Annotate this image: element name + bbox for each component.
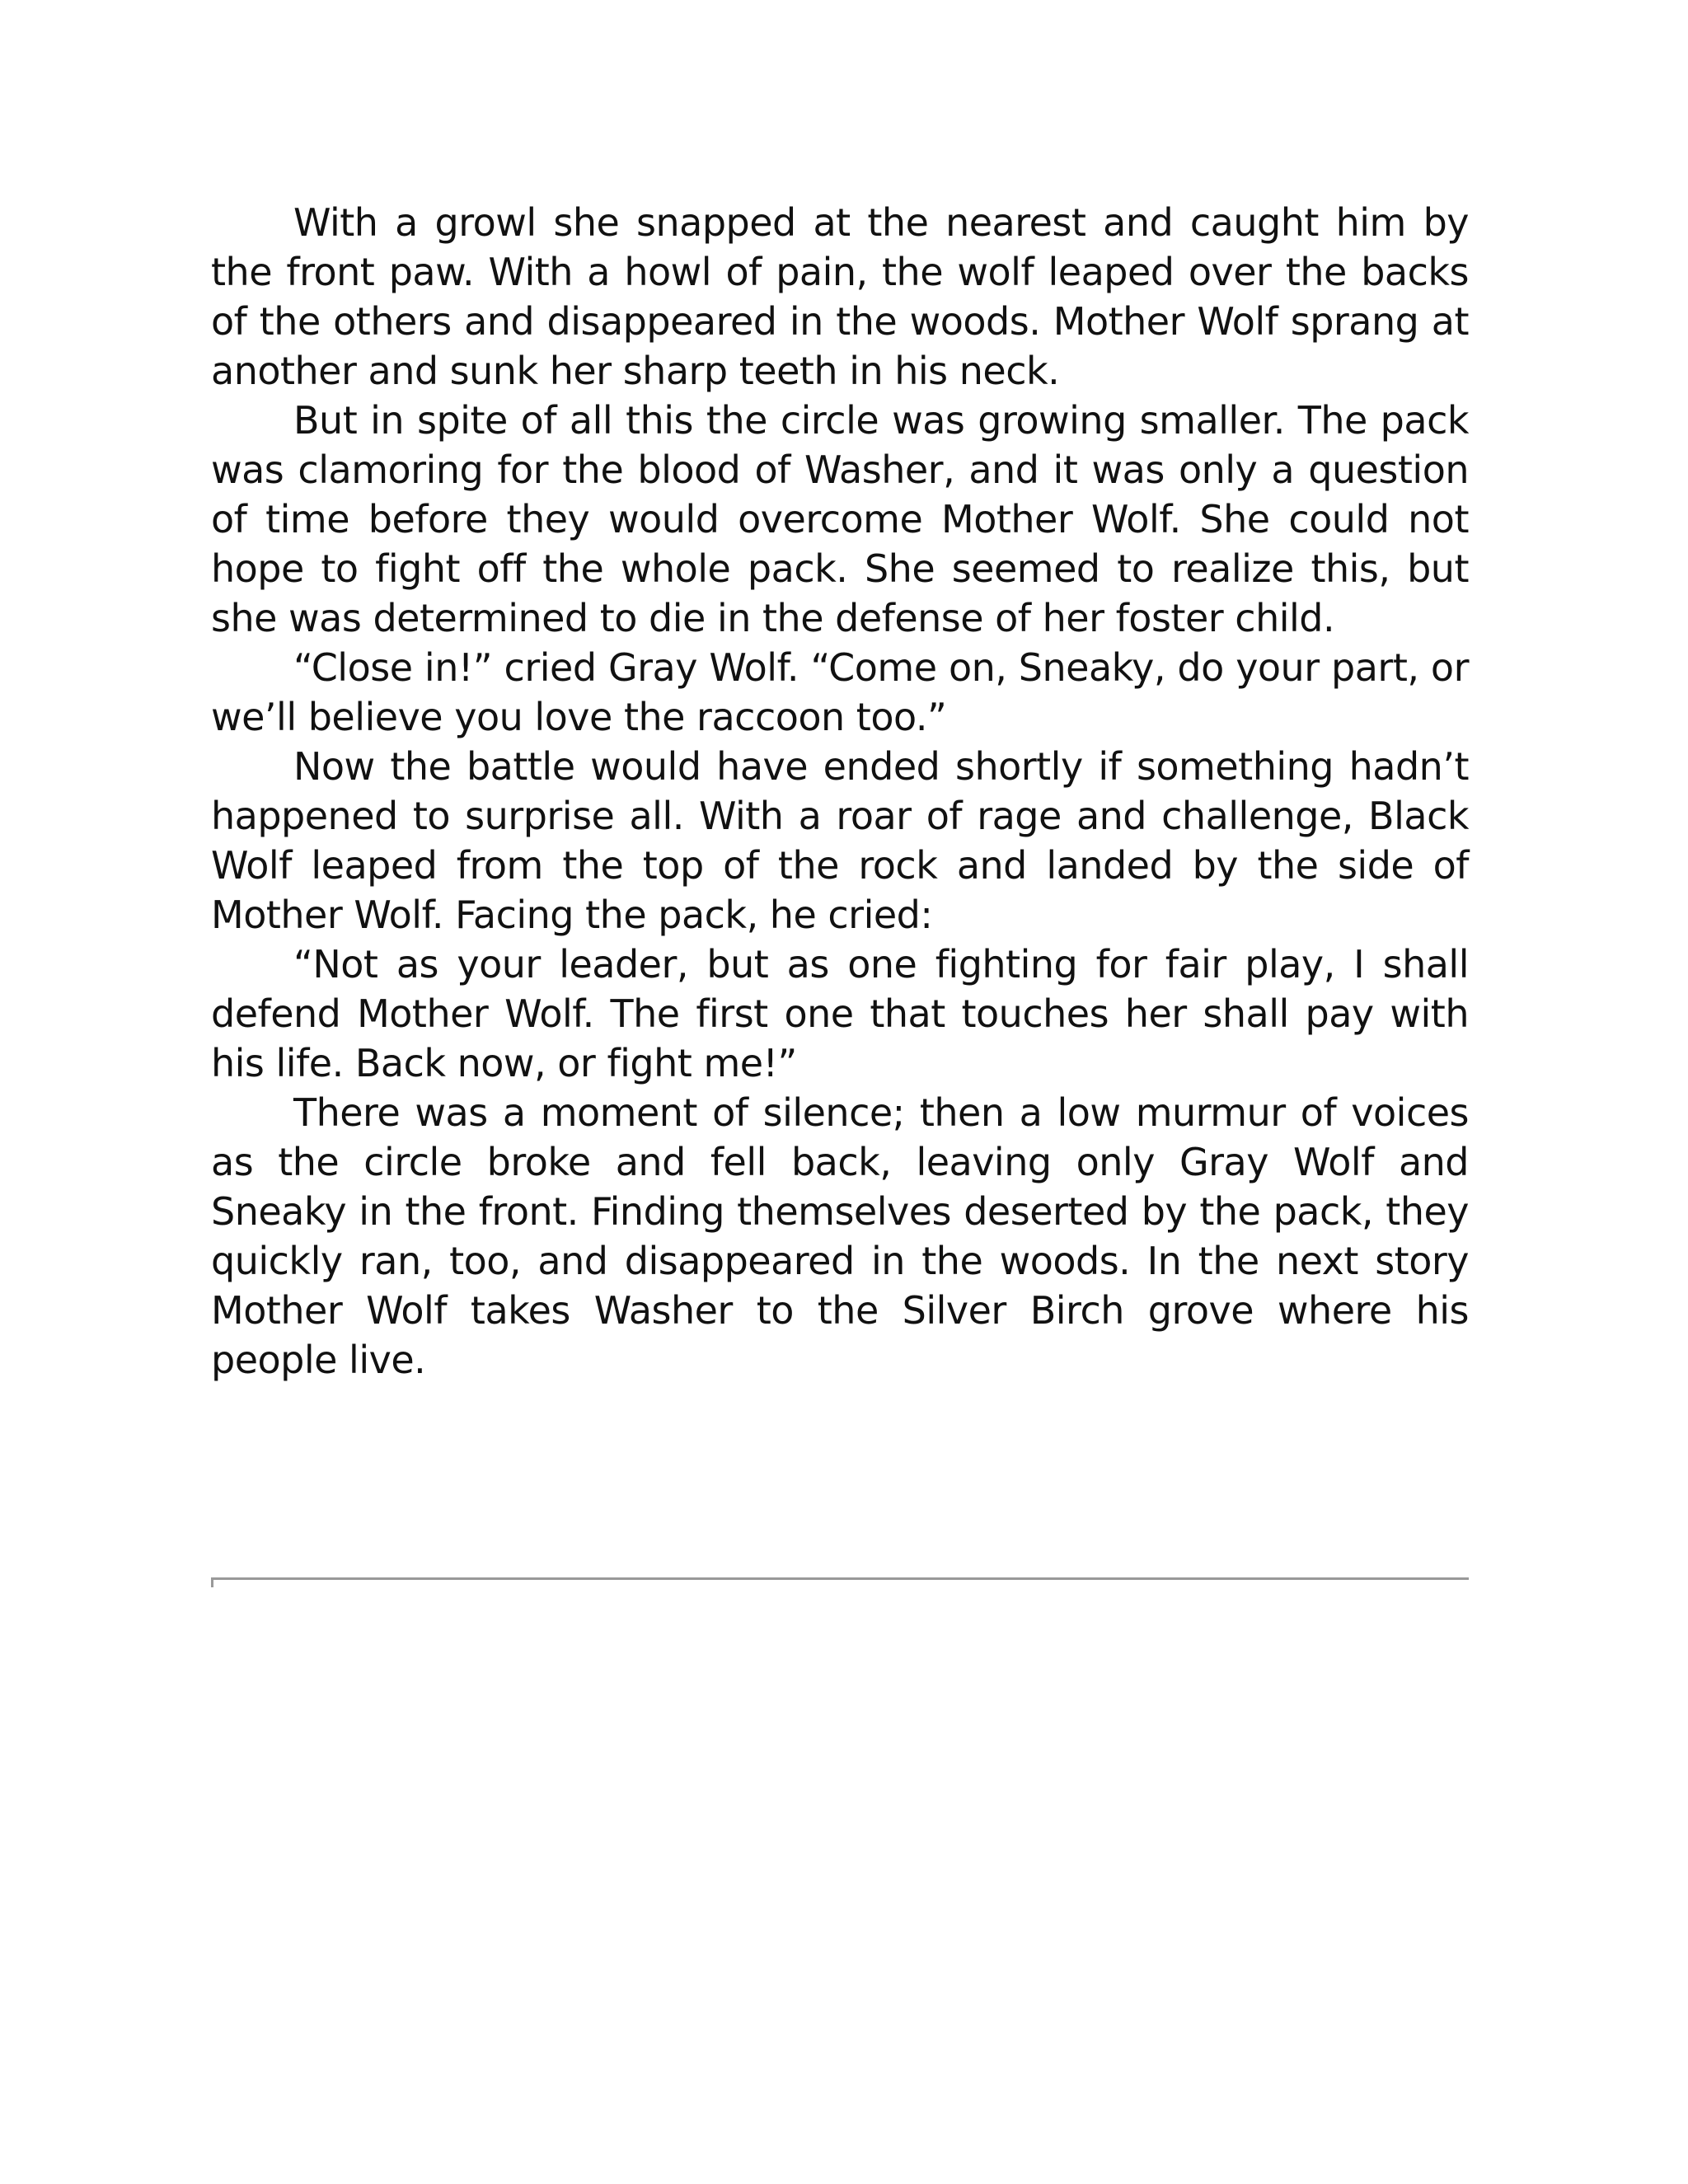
footnote-divider [211, 1577, 1469, 1580]
paragraph-5: “Not as your leader, but as one fighting for fair play, I shall defend Mother Wolf. The first one that touches her shall pay with his life. Back now, or fight me!” [211, 942, 1469, 1085]
paragraph-3: “Close in!” cried Gray Wolf. “Come on, Sneaky, do your part, or we’ll believe you love the raccoon too.” [211, 645, 1469, 739]
paragraph-6: There was a moment of silence; then a low murmur of voices as the circle broke and fell back, leaving only Gray Wolf and Sneaky in the front. Finding themselves deserted by the pack, they quickly ran, too, and disappeared in the woods. In the next story Mother Wolf takes Washer to the Silver Birch grove where his people live. [211, 1090, 1469, 1382]
paragraph-1: With a growl she snapped at the nearest and caught him by the front paw. With a howl of pain, the wolf leaped over the backs of the others and disappeared in the woods. Mother Wolf sprang at another and sunk her sharp teeth in his neck. [211, 200, 1469, 393]
story-text [211, 198, 1469, 1385]
paragraph-4: Now the battle would have ended shortly if something hadn’t happened to surprise all. With a roar of rage and challenge, Black Wolf leaped from the top of the rock and landed by the side of Mother Wolf. Facing the pack, he cried: [211, 744, 1469, 937]
paragraph-2: But in spite of all this the circle was growing smaller. The pack was clamoring for the blood of Washer, and it was only a question of time before they would overcome Mother Wolf. She could not hope to fight off the whole pack. She seemed to realize this, but she was determined to die in the defense of her foster child. [211, 398, 1469, 640]
